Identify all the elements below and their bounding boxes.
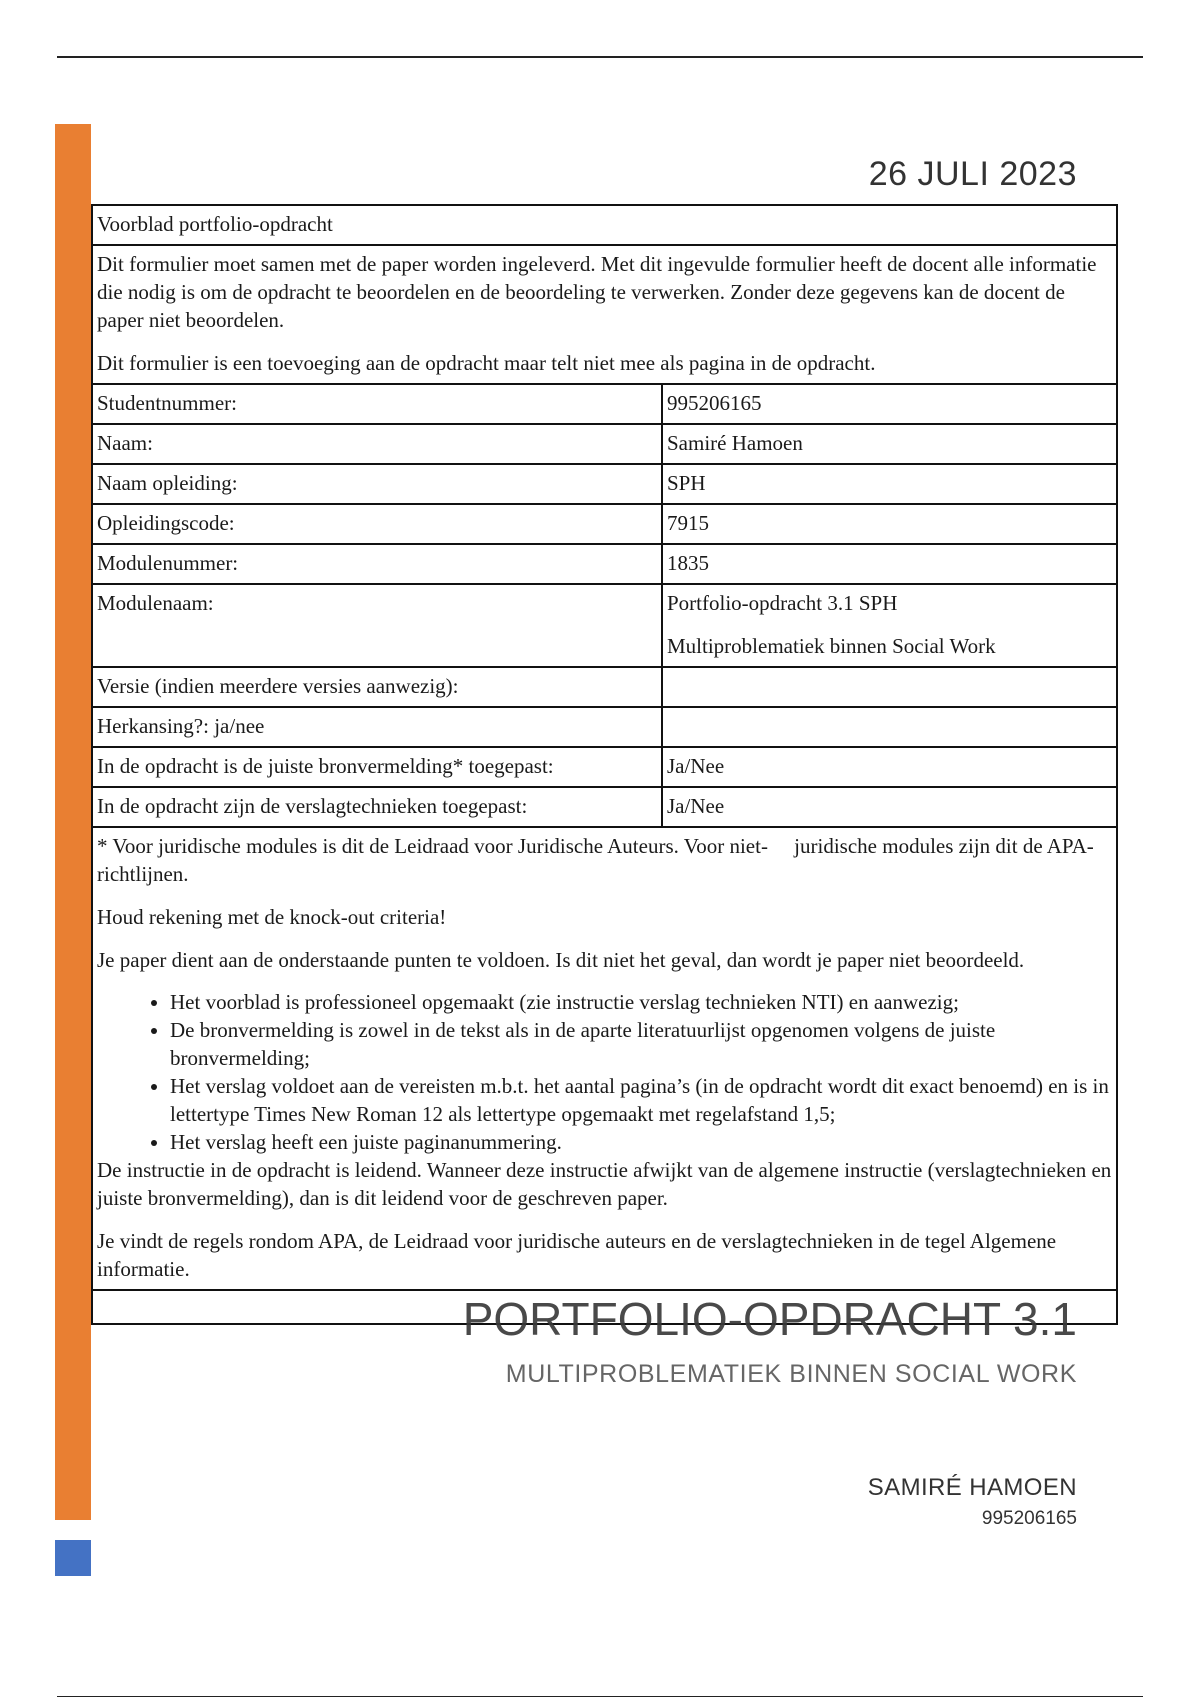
list-item: • De bronvermelding is zowel in de tekst als in de aparte literatuurlijst opgenomen volgens de juiste bronvermelding; bbox=[170, 1016, 1112, 1072]
list-item: • Het voorblad is professioneel opgemaakt (zie instructie verslag technieken NTI) en aanwezig; bbox=[170, 988, 1112, 1016]
cover-title: PORTFOLIO-OPDRACHT 3.1 bbox=[462, 1293, 1077, 1345]
field-label: Versie (indien meerdere versies aanwezig): bbox=[92, 667, 662, 707]
form-heading: Voorblad portfolio-opdracht bbox=[92, 205, 1117, 245]
cover-subtitle: MULTIPROBLEMATIEK BINNEN SOCIAL WORK bbox=[505, 1360, 1077, 1388]
form-row-modulenummer bbox=[92, 544, 1117, 584]
field-value: Ja/Nee bbox=[662, 747, 1117, 787]
field-label: Naam: bbox=[92, 424, 662, 464]
requirement-intro: Je paper dient aan de onderstaande punten te voldoen. Is dit niet het geval, dan wordt je paper niet beoordeeld. bbox=[97, 948, 1025, 972]
field-label: Studentnummer: bbox=[92, 384, 662, 424]
list-item: • Het verslag voldoet aan de vereisten m.b.t. het aantal pagina’s (in de opdracht wordt dit exact benoemd) en is in lettertype Times New Roman 12 als lettertype opgemaakt met regelafstand 1,5; bbox=[170, 1072, 1112, 1128]
cover-date: 26 JULI 2023 bbox=[868, 155, 1077, 193]
field-label: Modulenummer: bbox=[92, 544, 662, 584]
field-value: Samiré Hamoen bbox=[662, 424, 1117, 464]
module-name-line-2: Multiproblematiek binnen Social Work bbox=[667, 634, 996, 658]
field-label: In de opdracht zijn de verslagtechnieken toegepast: bbox=[92, 787, 662, 827]
accent-bar-orange bbox=[55, 124, 91, 1520]
intro-paragraph-1: Dit formulier moet samen met de paper worden ingeleverd. Met dit ingevulde formulier heeft de docent alle informatie die nodig is om de opdracht te beoordelen en de beoordeling te verwerken. Zonder deze gegevens kan de docent de paper niet beoordelen. bbox=[97, 252, 1097, 332]
intro-paragraph-2: Dit formulier is een toevoeging aan de opdracht maar telt niet mee als pagina in de opdracht. bbox=[97, 351, 876, 375]
cover-form-table bbox=[91, 204, 1118, 1325]
form-row-naam-opleiding bbox=[92, 464, 1117, 504]
form-instructions bbox=[92, 827, 1117, 1290]
form-row-versie bbox=[92, 667, 1117, 707]
field-label: In de opdracht is de juiste bronvermelding* toegepast: bbox=[92, 747, 662, 787]
field-value bbox=[662, 667, 1117, 707]
footer-rule bbox=[57, 1696, 1143, 1697]
list-item: • Het verslag heeft een juiste paginanummering. bbox=[170, 1128, 1112, 1156]
form-row-modulenaam bbox=[92, 584, 1117, 667]
field-label: Opleidingscode: bbox=[92, 504, 662, 544]
field-value: 995206165 bbox=[662, 384, 1117, 424]
footnote: * Voor juridische modules is dit de Leidraad voor Juridische Auteurs. Voor niet- juridische modules zijn dit de APA-richtlijnen. bbox=[97, 834, 1094, 886]
accent-square-blue bbox=[55, 1540, 91, 1576]
module-name-line-1: Portfolio-opdracht 3.1 SPH bbox=[667, 591, 898, 615]
author-name: SAMIRÉ HAMOEN bbox=[867, 1474, 1077, 1501]
field-value bbox=[662, 584, 1117, 667]
criteria-list bbox=[97, 988, 1112, 1156]
field-label: Herkansing?: ja/nee bbox=[92, 707, 662, 747]
form-row-herkansing bbox=[92, 707, 1117, 747]
field-label: Naam opleiding: bbox=[92, 464, 662, 504]
field-value: 7915 bbox=[662, 504, 1117, 544]
instruction-text: De instructie in de opdracht is leidend. Wanneer deze instructie afwijkt van de algemene instructie (verslagtechnieken en juiste bronvermelding), dan is dit leidend voor de geschreven paper. bbox=[97, 1158, 1112, 1210]
knockout-notice: Houd rekening met de knock-out criteria! bbox=[97, 905, 447, 929]
form-row-naam bbox=[92, 424, 1117, 464]
field-label: Modulenaam: bbox=[92, 584, 662, 667]
form-row-bronvermelding bbox=[92, 747, 1117, 787]
field-value: Ja/Nee bbox=[662, 787, 1117, 827]
form-row-opleidingscode bbox=[92, 504, 1117, 544]
rules-text: Je vindt de regels rondom APA, de Leidraad voor juridische auteurs en de verslagtechnieken in de tegel Algemene informatie. bbox=[97, 1229, 1057, 1281]
author-id: 995206165 bbox=[981, 1508, 1077, 1529]
form-row-studentnummer bbox=[92, 384, 1117, 424]
header-rule bbox=[57, 56, 1143, 58]
form-row-verslagtechnieken bbox=[92, 787, 1117, 827]
field-value bbox=[662, 707, 1117, 747]
form-intro bbox=[92, 245, 1117, 384]
field-value: SPH bbox=[662, 464, 1117, 504]
field-value: 1835 bbox=[662, 544, 1117, 584]
